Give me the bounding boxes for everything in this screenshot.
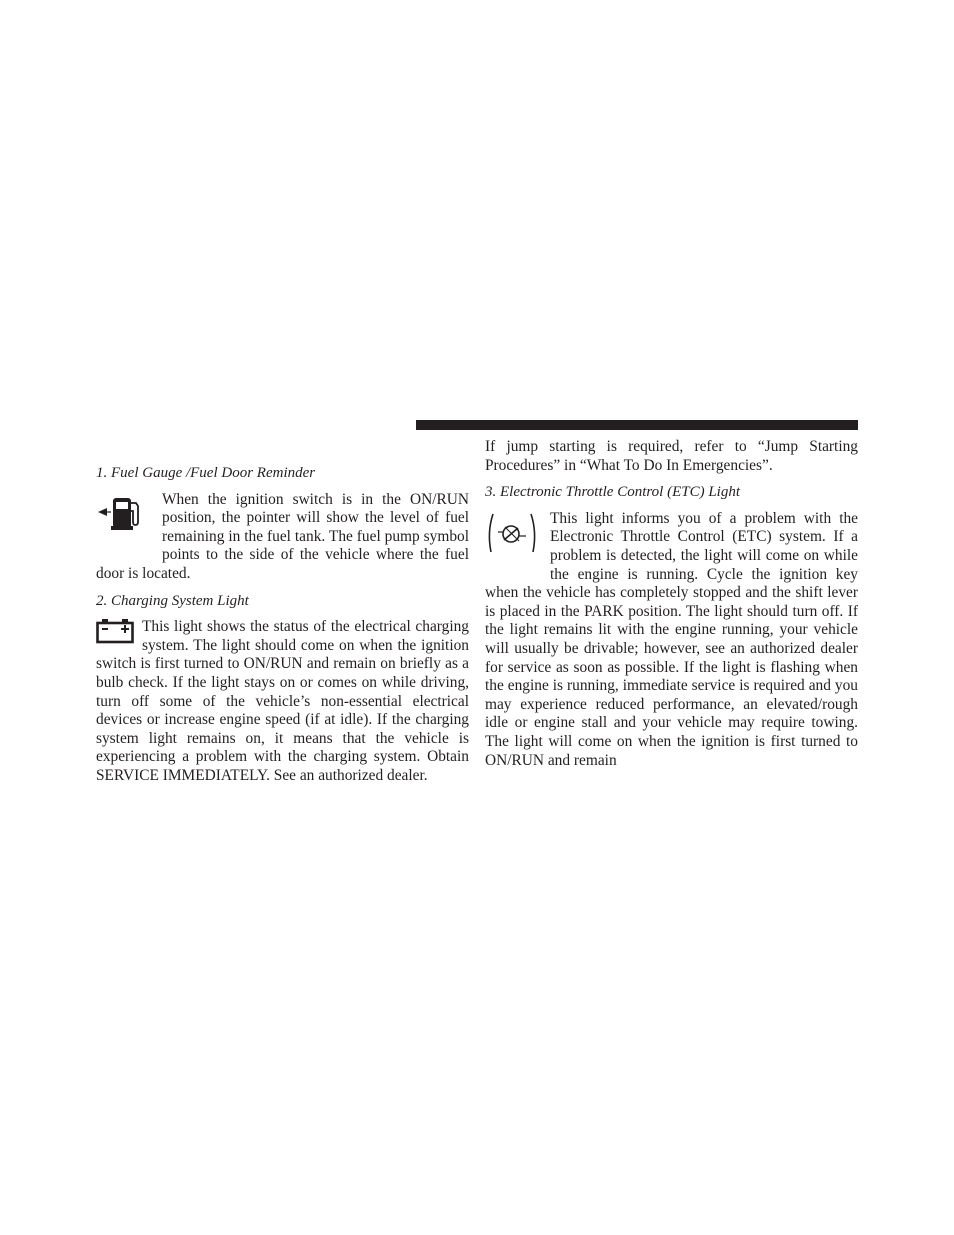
charging-system-text: This light shows the status of the electrical charging system. The light should come on when the ignition switch is first turned to ON/RUN and remain on briefly as a bulb check. If the light stays on or comes on while driving, turn off some of the vehicle’s non-essential electrical devices or increase engine speed (if at idle). If the charging system light remains on, it means that the vehicle is experiencing a problem with the charging system. Obtain SERVICE IMMEDIATELY. See an authorized dealer.: [96, 618, 469, 784]
throttle-control-icon: [485, 510, 550, 568]
right-column: [485, 438, 858, 778]
charging-system-section: [96, 592, 469, 786]
section-title-fuel-gauge: 1. Fuel Gauge /Fuel Door Reminder: [96, 465, 316, 481]
etc-light-text: This light informs you of a problem with the Electronic Throttle Control (ETC) system. If a problem is detected, the light will come on while the engine is running. Cycle the ignition key when the vehicle has completely stopped and the shift lever is placed in the PARK position. The light should turn off. If the light remains lit with the engine running, your vehicle will usually be drivable; however, see an authorized dealer for service as soon as possible. If the light is flashing when the engine is running, immediate service is required and you may experience reduced performance, an elevated/rough idle or engine stall and your vehicle may require towing. The light will come on when the ignition is first turned to ON/RUN and remain: [485, 509, 858, 769]
battery-icon: [96, 618, 142, 652]
jump-start-reference: If jump starting is required, refer to “Jump Starting Procedures” in “What To Do In Emergencies”.: [485, 438, 858, 474]
fuel-pump-icon: [96, 491, 162, 547]
section-header-bar: [416, 420, 858, 430]
etc-light-section: [485, 483, 858, 770]
section-title-charging-system: 2. Charging System Light: [96, 592, 249, 609]
fuel-gauge-text: When the ignition switch is in the ON/RUN position, the pointer will show the level of fuel remaining in the fuel tank. The fuel pump symbol points to the side of the vehicle where the fuel door is located.: [96, 490, 469, 582]
section-title-etc-light: 3. Electronic Throttle Control (ETC) Light: [485, 484, 740, 501]
fuel-gauge-section: [96, 464, 469, 584]
left-column: [96, 438, 469, 794]
